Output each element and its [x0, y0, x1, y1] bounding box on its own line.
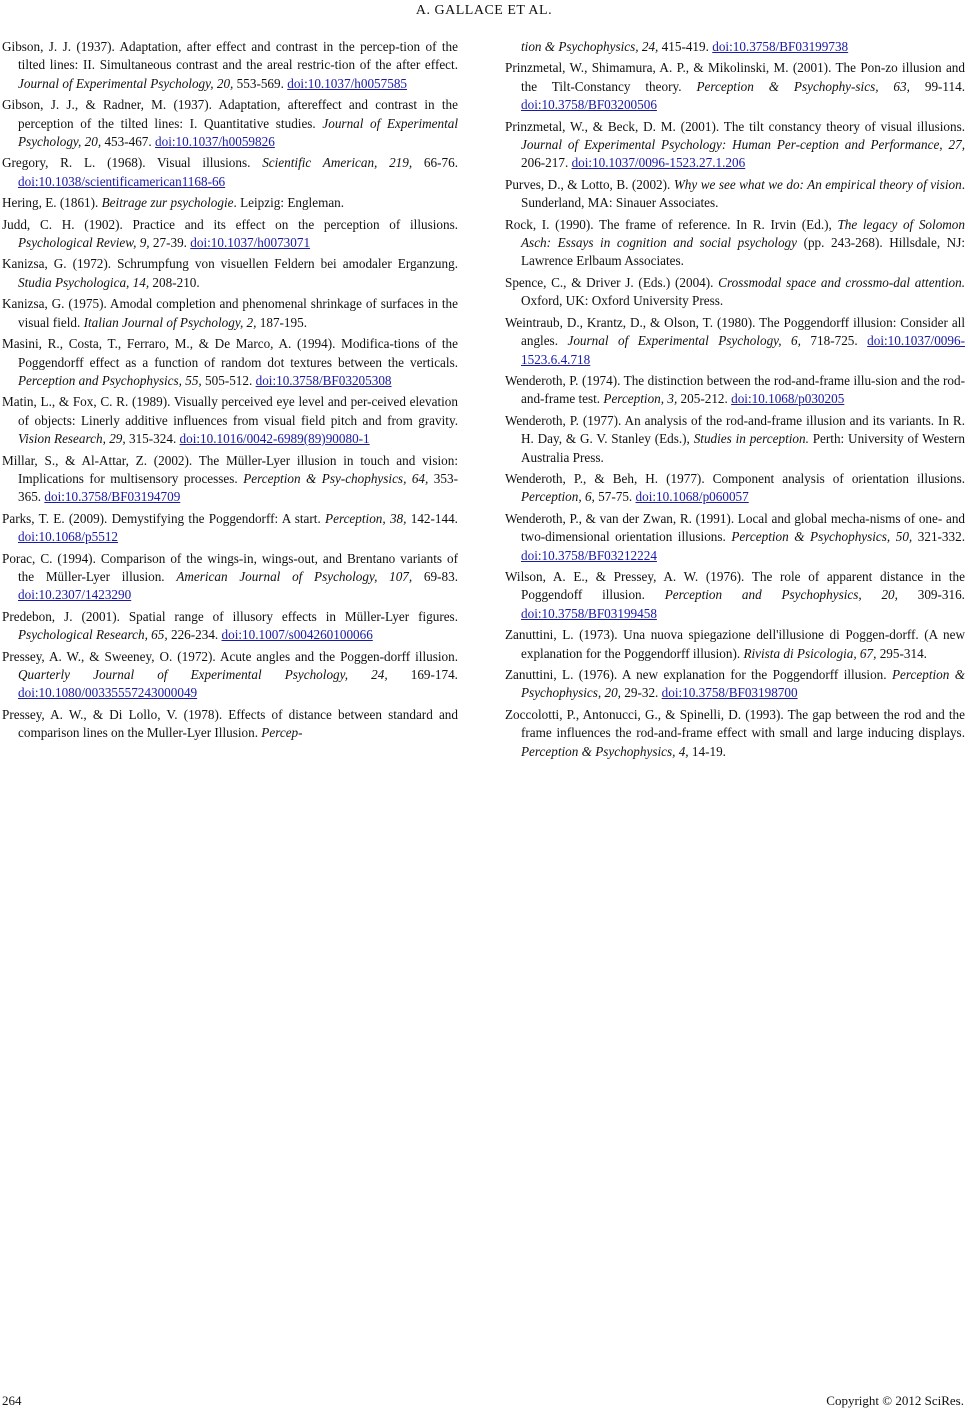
reference-pages: . Sunderland, MA: Sinauer Associates.: [521, 176, 965, 211]
reference-source: Why we see what we do: An empirical theory of vision: [673, 176, 962, 192]
reference-authors-title: Hering, E. (1861).: [2, 195, 102, 211]
reference-entry: [2, 608, 458, 645]
doi-link[interactable]: doi:10.3758/BF03198700: [661, 685, 798, 701]
doi-link[interactable]: doi:10.3758/BF03205308: [255, 372, 392, 388]
doi-link[interactable]: doi:10.2307/1423290: [18, 587, 132, 603]
reference-authors-title: Pressey, A. W., & Sweeney, O. (1972). Acute angles and the Poggen-dorff illusion.: [2, 648, 458, 664]
reference-pages: (pp. 243-268). Hillsdale, NJ: Lawrence Erlbaum Associates.: [521, 235, 966, 269]
reference-pages: 142-144.: [406, 510, 458, 526]
reference-pages: 295-314.: [876, 645, 927, 661]
reference-pages: Oxford, UK: Oxford University Press.: [521, 293, 724, 309]
reference-source: Journal of Experimental Psychology, 20,: [18, 75, 234, 91]
reference-pages: 99-114.: [909, 78, 966, 94]
reference-pages: 415-419.: [658, 39, 713, 54]
reference-source: Psychological Research, 65,: [18, 627, 168, 643]
reference-source: Psychological Review, 9,: [18, 235, 150, 251]
reference-pages: 353-365.: [18, 470, 458, 505]
reference-authors-title: Masini, R., Costa, T., Ferraro, M., & De Marco, A. (1994). Modifica-tions of the Poggendorff effect as a function of random dot textures between the verticals.: [2, 336, 458, 370]
reference-entry: [505, 314, 965, 369]
reference-entry: [2, 335, 458, 390]
reference-entry: [2, 255, 458, 292]
doi-link[interactable]: doi:10.1037/0096-1523.6.4.718: [521, 333, 965, 367]
reference-authors-title: Gregory, R. L. (1968). Visual illusions.: [2, 155, 263, 171]
reference-source: Perception & Psychophysics, 50,: [731, 529, 913, 545]
doi-link[interactable]: doi:10.1068/p030205: [731, 391, 845, 407]
doi-link[interactable]: doi:10.1037/h0059826: [155, 134, 275, 150]
doi-link[interactable]: doi:10.1007/s004260100066: [221, 627, 373, 643]
reference-source: Perception & Psychophysics, 4,: [521, 743, 689, 759]
reference-authors-title: Matin, L., & Fox, C. R. (1989). Visually perceived eye level and per-ceived elevation of objects: Linerly additive influences from visual field pitch and from gravity.: [2, 394, 458, 428]
reference-pages: 205-212.: [677, 391, 732, 407]
reference-source: Perception, 6,: [521, 489, 595, 505]
reference-source: Scientific American, 219,: [262, 155, 413, 171]
reference-authors-title: Porac, C. (1994). Comparison of the wings-in, wings-out, and Brentano variants of the Müller-Lyer illusion.: [2, 550, 458, 584]
reference-pages: 321-332.: [912, 529, 966, 545]
reference-source: Perception and Psychophysics, 55,: [18, 372, 202, 388]
doi-link[interactable]: doi:10.3758/BF03199458: [521, 605, 657, 621]
reference-pages: 69-83.: [412, 568, 458, 584]
reference-entry: [2, 38, 458, 93]
reference-pages: 453-467.: [101, 134, 155, 150]
reference-authors-title: Wenderoth, P. (1977). An analysis of the rod-and-frame illusion and its variants. In R. H. Day, & G. V. Stanley (Eds.),: [505, 412, 965, 447]
reference-source: Perception, 38,: [325, 510, 407, 526]
reference-entry: [505, 470, 965, 507]
reference-source: Studies in perception.: [693, 431, 809, 447]
reference-source: American Journal of Psychology, 107,: [176, 568, 413, 584]
reference-pages: 169-174.: [387, 667, 458, 682]
reference-pages: 27-39.: [149, 235, 191, 251]
reference-authors-title: Prinzmetal, W., Shimamura, A. P., & Mikolinski, M. (2001). The Pon-zo illusion and the Tilt-Constancy theory.: [505, 60, 965, 94]
reference-entry: [505, 59, 965, 114]
reference-authors-title: Millar, S., & Al-Attar, Z. (2002). The Müller-Lyer illusion in touch and vision: Implications for multisensory processes.: [2, 452, 458, 486]
reference-entry: [505, 372, 965, 409]
reference-authors-title: Rock, I. (1990). The frame of reference. In R. Irvin (Ed.),: [505, 216, 838, 232]
doi-link[interactable]: doi:10.1068/p060057: [635, 489, 749, 505]
reference-authors-title: Kanizsa, G. (1975). Amodal completion and phenomenal shrinkage of surfaces in the visual field.: [2, 296, 458, 330]
reference-pages: 29-32.: [620, 685, 662, 701]
reference-pages: Perth: University of Western Australia Press.: [521, 431, 965, 465]
reference-authors-title: Spence, C., & Driver J. (Eds.) (2004).: [505, 274, 719, 290]
reference-entry: [2, 706, 458, 743]
reference-entry: [2, 550, 458, 605]
reference-authors-title: Kanizsa, G. (1972). Schrumpfung von visuellen Feldern bei amodaler Erganzung.: [2, 256, 458, 272]
reference-source: Rivista di Psicologia, 67,: [743, 645, 877, 661]
reference-authors-title: Purves, D., & Lotto, B. (2002).: [505, 176, 674, 192]
reference-source: Perception and Psychophysics, 20,: [664, 587, 898, 603]
reference-source: The legacy of Solomon Asch: Essays in cognition and social psychology: [521, 216, 965, 251]
reference-entry: [505, 412, 965, 467]
doi-link[interactable]: doi:10.1037/0096-1523.27.1.206: [571, 155, 746, 171]
reference-source: Quarterly Journal of Experimental Psychology, 24,: [18, 667, 388, 682]
reference-source: Journal of Experimental Psychology, 20,: [18, 115, 459, 150]
page-number: 264: [2, 1393, 22, 1408]
doi-link[interactable]: doi:10.3758/BF03212224: [521, 547, 657, 563]
doi-link[interactable]: doi:10.1016/0042-6989(89)90080-1: [179, 431, 370, 447]
reference-source: Journal of Experimental Psychology: Human Per-ception and Performance, 27,: [521, 137, 965, 153]
reference-entry: [505, 568, 965, 623]
reference-source: Vision Research, 29,: [18, 431, 126, 447]
reference-pages: . Leipzig: Engleman.: [233, 195, 345, 211]
reference-source: Percep-: [261, 725, 303, 741]
reference-authors-title: Gibson, J. J., & Radner, M. (1937). Adaptation, aftereffect and contrast in the perception of the tilted lines: I. Quantitative studies.: [2, 97, 458, 131]
reference-authors-title: Zanuttini, L. (1976). A new explanation for the Poggendorff illusion.: [505, 667, 892, 682]
doi-link[interactable]: doi:10.1068/p5512: [18, 529, 119, 545]
reference-source: tion & Psychophysics, 24,: [521, 39, 659, 54]
reference-entry: [505, 216, 965, 271]
reference-entry: [2, 194, 458, 212]
reference-authors-title: Predebon, J. (2001). Spatial range of illusory effects in Müller-Lyer figures.: [2, 608, 458, 624]
reference-entry: [2, 510, 458, 547]
reference-entry: [2, 154, 458, 191]
reference-pages: 57-75.: [594, 489, 636, 505]
reference-authors-title: Judd, C. H. (1902). Practice and its effect on the perception of illusions.: [2, 216, 458, 232]
reference-source: Perception, 3,: [603, 391, 678, 407]
reference-pages: 553-569.: [233, 75, 288, 91]
copyright-notice: Copyright © 2012 SciRes.: [826, 1393, 964, 1408]
reference-authors-title: Gibson, J. J. (1937). Adaptation, after effect and contrast in the percep-tion of the tilted lines: II. Simultaneous contrast and the areal restric-tion of the after effect.: [2, 39, 458, 73]
reference-pages: 187-195.: [256, 314, 308, 330]
reference-pages: 206-217.: [521, 155, 572, 171]
reference-source: Crossmodal space and crossmo-dal attention.: [718, 274, 965, 290]
reference-pages: 315-324.: [125, 431, 180, 447]
reference-authors-title: Prinzmetal, W., & Beck, D. M. (2001). The tilt constancy theory of visual illusions.: [505, 118, 965, 134]
reference-authors-title: Weintraub, D., Krantz, D., & Olson, T. (1980). The Poggendorff illusion: Consider all angles.: [505, 314, 965, 349]
references-left-column: [2, 38, 458, 746]
doi-link[interactable]: doi:10.3758/BF03200506: [521, 97, 657, 113]
reference-entry: [505, 274, 965, 311]
reference-entry: [2, 216, 458, 253]
doi-link[interactable]: doi:10.3758/BF03194709: [44, 489, 181, 505]
reference-authors-title: Parks, T. E. (2009). Demystifying the Poggendorff: A start.: [2, 510, 326, 526]
reference-entry: [2, 96, 458, 151]
running-head: A. GALLACE ET AL.: [415, 3, 553, 18]
doi-link[interactable]: doi:10.1080/00335557243000049: [18, 685, 198, 701]
reference-entry: [2, 295, 458, 332]
reference-authors-title: Wenderoth, P., & van der Zwan, R. (1991). Local and global mecha-nisms of one- and two-dimensional orientation illusions.: [505, 510, 965, 545]
doi-link[interactable]: doi:10.1037/h0073071: [190, 235, 311, 251]
reference-pages: 309-316.: [897, 587, 965, 603]
reference-entry: [505, 176, 965, 213]
reference-pages: 208-210.: [149, 274, 200, 290]
reference-pages: 718-725.: [800, 333, 868, 349]
reference-source: Studia Psychologica, 14,: [18, 274, 150, 290]
reference-pages: 226-234.: [167, 627, 222, 643]
reference-authors-title: Pressey, A. W., & Di Lollo, V. (1978). Effects of distance between standard and comparison lines on the Muller-Lyer Illusion.: [2, 706, 458, 741]
reference-entry: [505, 118, 965, 173]
reference-authors-title: Wenderoth, P., & Beh, H. (1977). Component analysis of orientation illusions.: [505, 470, 965, 486]
reference-authors-title: Wenderoth, P. (1974). The distinction between the rod-and-frame illu-sion and the rod-and-frame test.: [505, 372, 965, 407]
reference-continuation: [505, 38, 965, 56]
reference-source: Journal of Experimental Psychology, 6,: [567, 333, 801, 349]
reference-entry: [2, 648, 458, 703]
reference-entry: [505, 626, 965, 663]
doi-link[interactable]: doi:10.1038/scientificamerican1168-66: [18, 173, 226, 189]
reference-pages: 505-512.: [201, 372, 256, 388]
reference-pages: 14-19.: [688, 743, 726, 759]
reference-source: Perception & Psychophy-sics, 63,: [696, 78, 910, 94]
reference-entry: [505, 510, 965, 565]
reference-authors-title: Zanuttini, L. (1973). Una nuova spiegazione dell'illusione di Poggen-dorff. (A new explanation for the Poggendorff illusion).: [505, 627, 965, 661]
reference-authors-title: Wilson, A. E., & Pressey, A. W. (1976). The role of apparent distance in the Poggendoff illusion.: [505, 568, 965, 603]
reference-pages: 66-76.: [412, 155, 458, 171]
reference-entry: [505, 706, 965, 761]
reference-entry: [505, 666, 965, 703]
references-right-column: [505, 38, 965, 764]
reference-authors-title: Zoccolotti, P., Antonucci, G., & Spinelli, D. (1993). The gap between the rod and the frame influences the rod-and-frame effect with small and large inducing displays.: [505, 706, 965, 741]
reference-entry: [2, 452, 458, 507]
doi-link[interactable]: doi:10.3758/BF03199738: [712, 39, 849, 54]
reference-source: Perception & Psychophysics, 20,: [521, 667, 965, 701]
reference-source: Italian Journal of Psychology, 2,: [83, 314, 257, 330]
reference-source: Beitrage zur psychologie: [101, 195, 234, 211]
doi-link[interactable]: doi:10.1037/h0057585: [287, 75, 408, 91]
reference-source: Perception & Psy-chophysics, 64,: [243, 470, 429, 486]
reference-entry: [2, 393, 458, 448]
